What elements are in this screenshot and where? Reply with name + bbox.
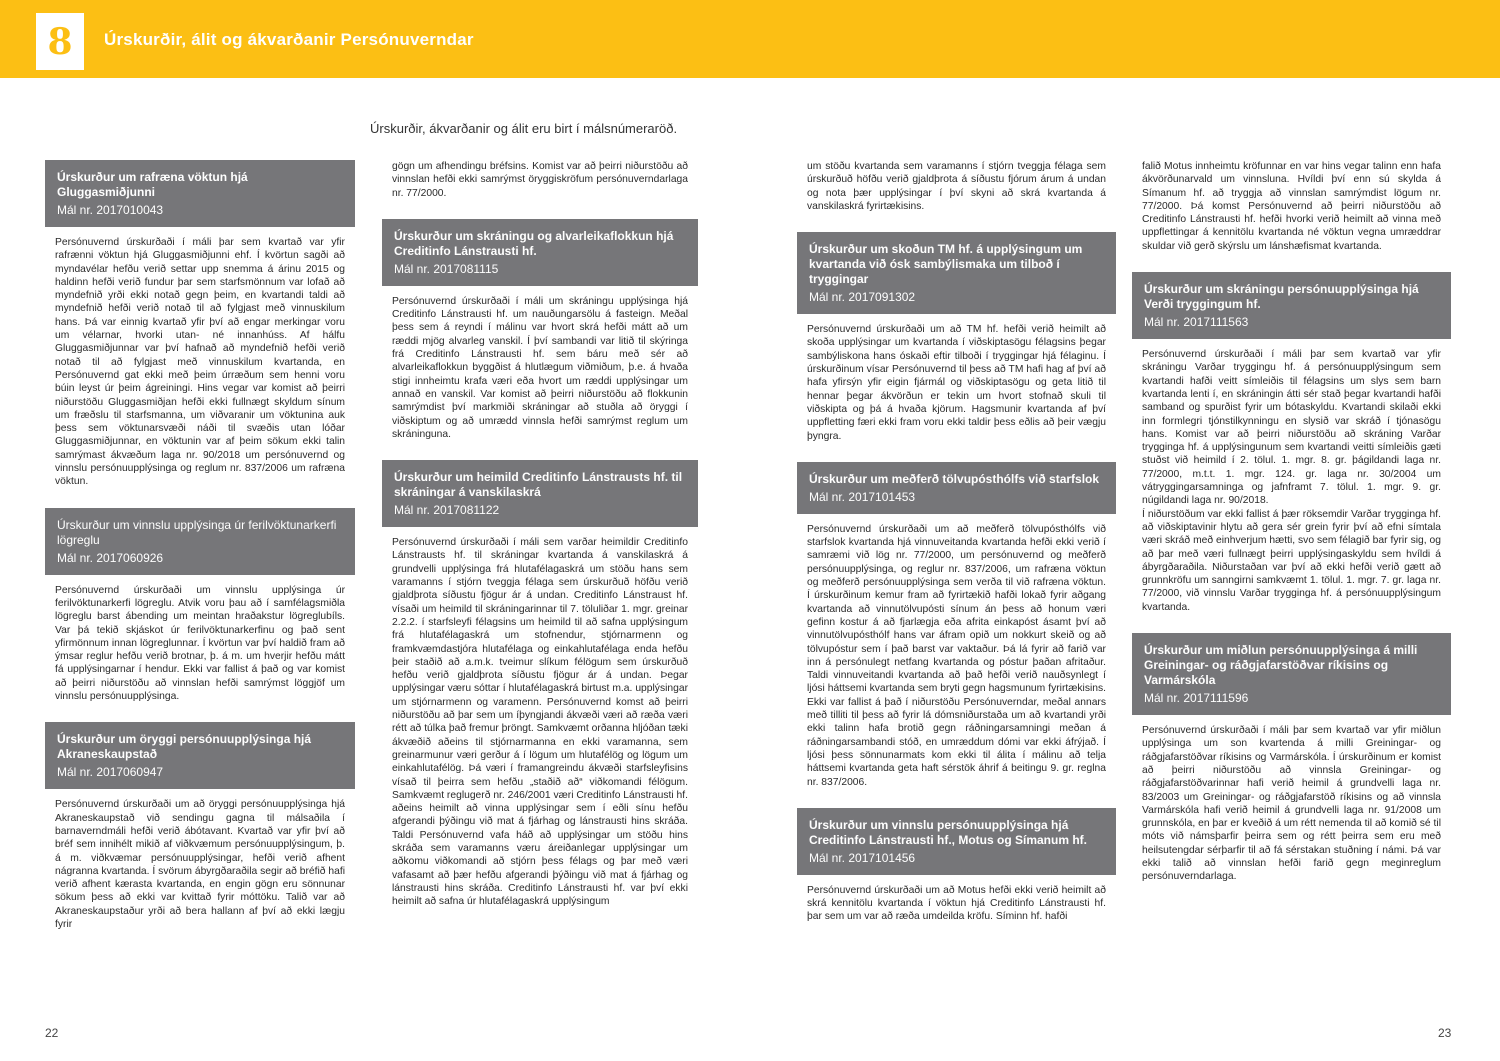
- case-number: Mál nr. 2017111563: [1144, 315, 1249, 330]
- section-body: Persónuvernd úrskurðaði um vinnslu upplýsinga úr ferilvöktunarkerfi lögreglu. Atvik voru þau að í samfélagsmiðla lögreglu barst ábending um meintan hraðakstur lögreglubíls. Var þá tekið skjáskot úr ferilvöktunarkerfinu og það sent yfirmönnum innan lögreglunnar. Í kvörtun var því haldið fram að ýmsar reglur hefðu verið brotnar, þ. á m. um hverjir hefðu mátt fá upplýsingarnar í hendur. Ekki var fallist á það og var komist að þeirri niðurstöðu að vinnslan hefði samrýmst löggjöf um vinnslu persónuupplýsinga.: [55, 584, 345, 703]
- case-number: Mál nr. 2017060947: [57, 765, 164, 780]
- section-header: [1132, 633, 1451, 715]
- case-number: Mál nr. 2017101453: [809, 489, 916, 504]
- section-header: [797, 808, 1116, 875]
- column-2: [382, 160, 698, 908]
- chapter-number: 8: [47, 20, 73, 63]
- column-3: [797, 160, 1116, 924]
- section-header: [382, 460, 698, 527]
- page-number-right: 23: [1438, 1026, 1452, 1040]
- section-title: Úrskurður um miðlun persónuupplýsinga á milli Greiningar- og ráðgjafarstöðvar ríkisins og Varmárskóla: [1144, 643, 1418, 688]
- section-body: Persónuvernd úrskurðaði í máli þar sem kvartað var yfir rafrænni vöktun hjá Gluggasmiðjunni ehf. Í kvörtun sagði að myndavélar hefðu verið settar upp snemma á árinu 2015 og haldinn hefði verið fundur þar sem starfsmönnum var lofað að myndefnið yrði ekki notað gegn þeim, en kvartandi taldi að myndefnið hefði verið notað til að fylgjast með vinnuskilum hans. Þá var einnig kvartað yfir því að engar merkingar voru um vélarnar, hvorki utan- né innanhúss. Af hálfu Gluggasmiðjunnar var því hafnað að myndefnið hefði verið notað til að fylgjast með vinnuskilum kvartanda, en Persónuvernd gat ekki með þeim úrræðum sem henni voru búin leyst úr þeim ágreiningi. Hins vegar var komist að þeirri niðurstöðu Gluggasmiðjan hefði ekki fullnægt skyldum sínum um fræðslu til starfsmanna, um viðvaranir um vöktunina auk þess sem vöktunarsvæði náði til svæðis utan lóðar Gluggasmiðjunnar, en vöktunin var af þeim sökum ekki talin samrýmast ákvæðum laga nr. 90/2018 um persónuvernd og vinnslu persónuupplýsinga og reglum nr. 837/2006 um rafræna vöktun.: [55, 237, 345, 488]
- section-body: Persónuvernd úrskurðaði um að Motus hefði ekki verið heimilt að skrá kennitölu kvartanda í vöktun hjá Creditinfo Lánstrausti hf. þar sem um var að ræða umdeilda kröfu. Síminn hf. hafði: [807, 884, 1106, 923]
- section-body: falið Motus innheimtu kröfunnar en var hins vegar talinn enn hafa ákvörðunarvald um vinnsluna. Hvíldi því enn sú skylda á Símanum hf. að tryggja að vinnslan samrýmdist lögum nr. 77/2000. Þá komst Persónuvernd að þeirri niðurstöðu að Creditinfo Lánstrausti hf. hefði hvorki verið heimilt að vinna með uppflettingar á kennitölu kvartanda né vöktun vegna umræddrar skuldar við gerð skýrslu um lánshæfismat kvartanda.: [1142, 161, 1441, 252]
- chapter-header-bar: [0, 0, 1500, 78]
- intro-text: Úrskurðir, ákvarðanir og álit eru birt í málsnúmeraröð.: [370, 121, 678, 136]
- section-header: [797, 232, 1116, 314]
- case-number: Mál nr. 2017111596: [1144, 691, 1249, 706]
- section-header: [797, 462, 1116, 514]
- case-number: Mál nr. 2017101456: [809, 850, 916, 865]
- case-number: Mál nr. 2017010043: [57, 203, 164, 217]
- section-header: [45, 160, 355, 227]
- section-body: gögn um afhendingu bréfsins. Komist var að þeirri niðurstöðu að vinnslan hefði ekki samrýmst öryggiskröfum persónuverndarlaga nr. 77/2000.: [392, 161, 688, 199]
- section-body: Persónuvernd úrskurðaði í máli um skráningu upplýsinga hjá Creditinfo Lánstrausti hf. um nauðungarsölu á fasteign. Meðal þess sem á reyndi í málinu var hvort skrá hefði mátt að um ræddi mjög alvarleg vanskil. Í því sambandi var litið til skýringa frá Creditinfo Lánstrausti hf. sem báru með sér að alvarleikaflokkun byggðist á hlutlægum viðmiðum, þ.e. á hvaða stigi innheimtu krafa væri eða hvort um ræddi upplýsingar um annað en vanskil. Var komist að þeirri niðurstöðu að flokkunin samrýmdist því markmiði skráningar að stuðla að öryggi í viðskiptum og að umrædd vinnsla hefði samrýmst reglum um skráninguna.: [392, 295, 688, 440]
- section-title: Úrskurður um vinnslu persónuupplýsinga hjá Creditinfo Lánstrausti hf., Motus og Símanum hf.: [809, 817, 1087, 847]
- section-body: Persónuvernd úrskurðaði um að meðferð tölvupósthólfs við starfslok kvartanda hjá vinnuveitanda kvartanda hefði ekki verið í samræmi við lög nr. 77/2000, um persónuvernd og meðferð persónuupplýsinga, og reglur nr. 837/2006, um rafræna vöktun og meðferð persónuupplýsinga sem verða til við rafræna vöktun. Í úrskurðinum kemur fram að fyrirtækið hafði lokað fyrir aðgang kvartanda að vinnutölvupósti sínum án þess að honum væri gefinn kostur á að fjarlægja eða afrita einkapóst ásamt því að vinnutölvupósthólf hans var áfram opið um nokkurt skeið og að tölvupóstur sem í það barst var vaktaður. Þá lá fyrir að farið var inn á persónulegt netfang kvartanda og póstur þaðan afritaður. Taldi vinnuveitandi kvartanda að það hefði verið nauðsynlegt í ljósi háttsemi kvartanda sem bryti gegn hagsmunum fyrirtækisins. Ekki var fallist á það í niðurstöðu Persónuverndar, meðal annars með tilliti til þess að fyrir lá dómsniðurstaða um að kvartandi yrði ekki talinn hafa brotið gegn ráðningarsamningi meðan á ráðningarsambandi stóð, en umræddum dómi var ekki áfrýjað. Í ljósi þess sönnunarmats kom ekki til álita í málinu að telja háttsemi kvartanda geta haft sérstök áhrif á beitingu 9. gr. reglna nr. 837/2006.: [807, 523, 1106, 788]
- section-header: [1132, 272, 1451, 339]
- section-title: Úrskurður um meðferð tölvupósthólfs við starfslok: [809, 471, 1100, 486]
- section-title: Úrskurður um skráningu persónuupplýsinga hjá Verði tryggingum hf.: [1144, 282, 1419, 312]
- section-title: Úrskurður um vinnslu upplýsinga úr ferilvöktunarkerfi lögreglu: [57, 517, 337, 547]
- chapter-number-box: [36, 13, 84, 70]
- section-header: [382, 219, 698, 286]
- case-number: Mál nr. 2017060926: [57, 550, 164, 565]
- section-body: Persónuvernd úrskurðaði um að öryggi persónuupplýsinga hjá Akraneskaupstað við sendingu gagna til málsaðila í barnaverndmáli hefði verið ábótavant. Kvartað var yfir því að bréf sem innihélt mikið af viðkvæmum persónuupplýsingum, þ. á m. viðkvæmar persónuupplýsingar, hefði verið afhent nágranna kvartanda. Í svörum ábyrgðaraðila segir að bréfið hafi verið afhent kærasta kvartanda, en engin gögn eru sönnunar sökum þess að ekki var kvittað fyrir móttöku. Talið var að Akraneskaupstaður yrði að bera hallann af því að ekki lægju fyrir: [55, 799, 345, 930]
- section-body: Persónuvernd úrskurðaði í máli þar sem kvartað var yfir miðlun upplýsinga um son kvartenda á milli Greiningar- og ráðgjafarstöðvar ríkisins og Varmárskóla. Í úrskurðinum er komist að þeirri niðurstöðu að vinnsla Greiningar- og ráðgjafarstöðvarinnar hafi verið heimil á grundvelli laga nr. 83/2003 um Greiningar- og ráðgjafarstöð ríkisins og að vinnsla Varmárskóla hafi verið heimil á grundvelli laga nr. 91/2008 um grunnskóla, en þar er kveðið á um rétt nemenda til að komið sé til móts við námsþarfir þeirra sem og rétt þeirra sem eru með heilsutengdar sérþarfir til að fá sérstakan stuðning í námi. Þá var ekki talið að vinnslan hefði farið gegn meginreglum persónuverndarlaga.: [1142, 725, 1441, 883]
- chapter-title: Úrskurðir, álit og ákvarðanir Persónuverndar: [104, 30, 474, 49]
- section-body: um stöðu kvartanda sem varamanns í stjórn tveggja félaga sem úrskurðuð höfðu verið gjaldþrota á síðustu fjórum árum á undan og nota þær upplýsingar í því skyni að skrá kvartanda á vanskilaskrá fyrirtækisins.: [807, 161, 1106, 212]
- section-header: [45, 722, 355, 789]
- case-number: Mál nr. 2017081122: [394, 503, 500, 518]
- section-title: Úrskurður um skoðun TM hf. á upplýsingum um kvartanda við ósk sambýlismaka um tilboð í tryggingar: [809, 242, 1083, 287]
- section-title: Úrskurður um heimild Creditinfo Lánstrausts hf. til skráningar á vanskilaskrá: [394, 470, 683, 500]
- section-title: Úrskurður um öryggi persónuupplýsinga hjá Akraneskaupstað: [57, 732, 312, 762]
- section-title: Úrskurður um skráningu og alvarleikaflokkun hjá Creditinfo Lánstrausti hf.: [394, 228, 674, 258]
- section-body: Persónuvernd úrskurðaði í máli þar sem kvartað var yfir skráningu Varðar tryggingu hf. á persónuupplýsingum sem kvartandi hafði veitt símleiðis til félagsins um slys sem barn kvartanda lenti í, en skráningin átti sér stað þegar kvartandi hafði samband og spurðist fyrir um bótaskyldu. Kvartandi skilaði ekki inn formlegri tjónstilkynningu en slysið var skráð í tjónasögu hans. Komist var að þeirri niðurstöðu að skráning Varðar trygginga hf. á upplýsingunum sem kvartandi veitti símleiðis gæti stuðst við heimild í 2. tölul. 1. mgr. 8. gr. þágildandi laga nr. 77/2000, m.t.t. 1. mgr. 124. gr. laga nr. 30/2004 um vátryggingarsamninga og jafnframt 7. tölul. 1. mgr. 9. gr. núgildandi laga nr. 90/2018. Í niðurstöðum var ekki fallist á þær röksemdir Varðar trygginga hf. að viðskiptavinir hlytu að gera sér grein fyrir því að efni símtala væri skráð með einhverjum hætti, svo sem félagið bar fyrir sig, og að þar með væri fullnægt þeirri upplýsingaskyldu sem hvíldi á ábyrgðaraðila. Niðurstaðan var því að ekki hefði verið gætt að grunnkröfu um sanngirni samkvæmt 1. tölul. 1. mgr. 7. gr. laga nr. 77/2000, við vinnslu Varðar trygginga hf. á persónuupplýsingum kvartanda.: [1142, 349, 1441, 613]
- section-body: Persónuvernd úrskurðaði um að TM hf. hefði verið heimilt að skoða upplýsingar um kvartanda í viðskiptasögu félagsins þegar sambýliskona hans óskaði eftir tilboði í tryggingar hjá félaginu. Í úrskurðinum vísar Persónuvernd til þess að TM hafi hag af því að hafa yfirsýn yfir eigin fjármál og viðskiptasögu og geta litið til hennar þegar ákvörðun er tekin um hvort stofnað skuli til viðskipta og þá á hvaða kjörum. Hagsmunir kvartanda af því uppfletting færi ekki fram voru ekki taldir þess eðlis að þeir vægju þyngra.: [807, 324, 1106, 442]
- column-4: [1132, 160, 1451, 884]
- section-body: Persónuvernd úrskurðaði í máli sem varðar heimildir Creditinfo Lánstrausts hf. til skráningar kvartanda á vanskilaskrá á grundvelli upplýsinga frá hlutafélagaskrá um stöðu hans sem varamanns í stjórn tveggja félaga sem úrskurðuð höfðu verið gjaldþrota síðustu fjögur ár á undan. Creditinfo Lánstraust hf. vísaði um heimild til skráningarinnar til 7. töluliðar 1. mgr. greinar 2.2.2. í starfsleyfi félagsins um heimild til að safna upplýsingum frá hlutafélagaskrá um stofnendur, stjórnarmenn og framkvæmdastjóra hlutafélaga og einkahlutafélaga enda hefðu þeir staðið að a.m.k. tveimur slíkum félögum sem úrskurðuð hefðu verið gjaldþrota síðustu fjögur ár á undan. Þegar upplýsingar væru sóttar í hlutafélagaskrá birtust m.a. upplýsingar um stjórnarmenn og varamenn. Persónuvernd komst að þeirri niðurstöðu að þar sem um íþyngjandi ákvæði væri að ræða væri rétt að túlka það fremur þröngt. Samkvæmt orðanna hljóðan tæki ákvæðið aðeins til stjórnarmanna en ekki varamanna, sem greinarmunur væri gerður á í lögum um hlutafélög og lögum um einkahlutafélög. Þá væri í framangreindu ákvæði starfsleyfisins vísað til þeirra sem hefðu „staðið að“ viðkomandi félögum. Samkvæmt reglugerð nr. 246/2001 væri Creditinfo Lánstrausti hf. aðeins heimilt að vinna upplýsingar sem í eðli sínu hefðu afgerandi þýðingu við mat á fjárhag og lánstrausti hins skráða. Taldi Persónuvernd vafa háð að upplýsingar um stöðu hins skráða sem varamanns væru áreiðanlegar upplýsingar um aðkomu viðkomandi að stjórn þess félags og þar með væri vafasamt að þær hefðu afgerandi þýðingu við mat á fjárhag og lánstrausti hins skráða. Creditinfo Lánstrausti hf. var því ekki heimilt að safna úr hlutafélagaskrá upplýsingum: [392, 537, 688, 908]
- case-number: Mál nr. 2017081115: [394, 261, 499, 276]
- column-1: [45, 160, 355, 931]
- page-number-left: 22: [45, 1026, 59, 1040]
- section-header: [45, 508, 355, 575]
- section-title: Úrskurður um rafræna vöktun hjá Gluggasmiðjunni: [57, 170, 248, 199]
- case-number: Mál nr. 2017091302: [809, 290, 916, 305]
